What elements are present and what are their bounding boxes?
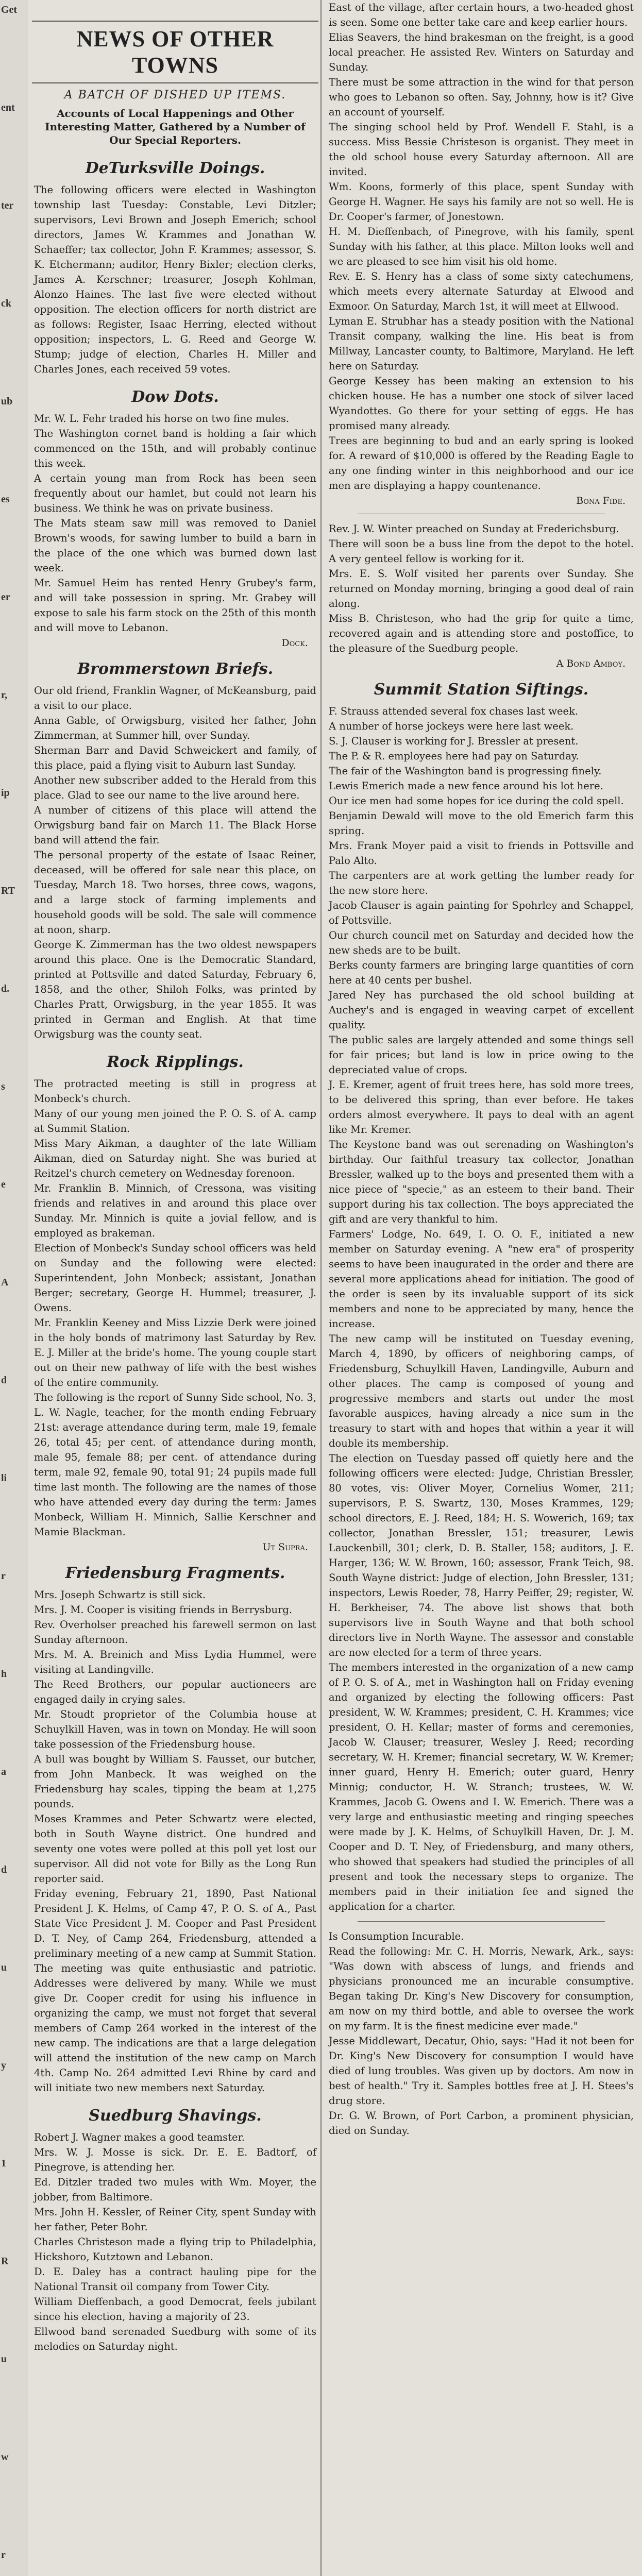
strip-fragment: u xyxy=(1,2353,7,2365)
strip-fragment: d xyxy=(1,1375,7,1386)
strip-fragment: Get xyxy=(1,4,18,15)
section-title: Friedensburg Fragments. xyxy=(65,1564,285,1582)
strip-fragment: ip xyxy=(1,787,10,799)
strip-fragment: d xyxy=(1,1864,7,1875)
section-body: Mr. W. L. Fehr traded his horse on two fine mules. The Washington cornet band is holding a fair which commenced on the 15th, and will probably continue this week. A certain young man from Rock has been seen frequently about our hamlet, but could not learn his business. We think he was on private business. The Mats steam saw mill was removed to Daniel Brown's woods, for sawing lumber to build a barn in the place of the one which was burned down last week. Mr. Samuel Heim has rented Henry Grubey's farm, and will take possession in spring. Mr. Grabey will expose to sale his farm stock on the 25th of this month and will move to Lebanon. xyxy=(34,413,316,634)
section-body: Rev. J. W. Winter preached on Sunday at Frederichsburg. There will soon be a buss line from the depot to the hotel. A very genteel fellow is working for it. Mrs. E. S. Wolf visited her parents over Sunday. She returned on Monday morning, bringing a good deal of rain along. Miss B. Christeson, who had the grip for quite a time, recovered again and is attending store and postoffice, to the pleasure of the Suedburg people. xyxy=(329,523,634,654)
section-title: Suedburg Shavings. xyxy=(89,2107,262,2125)
section-body: Is Consumption Incurable. Read the following: Mr. C. H. Morris, Newark, Ark., says: "Was down with abscess of lungs, and friends and physicians pronounced me an incurable consumptive. Began taking Dr. King's New Discovery for consumption, am now on my third bottle, and able to oversee the work on my farm. It is the finest medicine ever made." Jesse Middlewart, Decatur, Ohio, says: "Had it not been for Dr. King's New Discovery for consumption I would have died of lung troubles. Was given up by doctors. Am now in best of health." Try it. Samples bottles free at J. H. Stees's drug store. Dr. G. W. Brown, of Port Carbon, a prominent physician, died on Sunday. xyxy=(329,1930,634,2137)
section-body: The protracted meeting is still in progress at Monbeck's church. Many of our young men joined the P. O. S. of A. camp at Summit Station. Miss Mary Aikman, a daughter of the late William Aikman, died on Saturday night. She was buried at Reitzel's church cemetery on Wednesday forenoon. Mr. Franklin B. Minnich, of Cressona, was visiting friends and relatives in and around this place over Sunday. Mr. Minnich is quite a jovial fellow, and is employed as brakeman. Election of Monbeck's Sunday school officers was held on Sunday and the following were elected: Superintendent, John Monbeck; assistant, Jonathan Berger; secretary, George H. Hummel; treasurer, J. Owens. Mr. Franklin Keeney and Miss Lizzie Derk were joined in the holy bonds of matrimony last Saturday by Rev. E. J. Miller at the bride's home. The young couple start out on their new pathway of life with the best wishes of the entire community. The following is the report of Sunny Side school, No. 3, L. W. Nagle, teacher, for the month ending February 21st: average attendance during term, male 19, female 26, total 45; per cent. of attendance during month, male 95, female 88; per cent. of attendance during term, male 92, female 90, total 91; 24 pupils made full time last month. The following are the names of those who have attended every day during the term: James Monbeck, William H. Minnich, Sallie Kerschner and Mamie Blackman. xyxy=(34,1078,316,1538)
news-section xyxy=(32,660,318,1042)
strip-fragment: e xyxy=(1,1179,6,1190)
news-section xyxy=(32,388,318,649)
section-title: DeTurksville Doings. xyxy=(85,159,265,177)
correspondent-signature: Bona Fide. xyxy=(576,495,626,506)
strip-fragment: r xyxy=(1,2549,6,2561)
strip-fragment: ub xyxy=(1,396,13,407)
section-body: East of the village, after certain hours, a two-headed ghost is seen. Some one better take care and keep earlier hours. Elias Seavers, the hind brakesman on the freight, is a good local preacher. He assisted Rev. Winters on Saturday and Sunday. There must be some attraction in the wind for that person who goes to Lebanon so often. Say, Johnny, how is it? Give an account of yourself. The singing school held by Prof. Wendell F. Stahl, is a success. Miss Bessie Christeson is organist. They meet in the old school house every Saturday afternoon. All are invited. Wm. Koons, formerly of this place, spent Sunday with George H. Wagner. He says his family are not so well. He is Dr. Cooper's farmer, of Jonestown. H. M. Dieffenbach, of Pinegrove, with his family, spent Sunday with his father, at this place. Milton looks well and we are pleased to see him visit his old home. Rev. E. S. Henry has a class of some sixty catechumens, which meets every alternate Saturday at Elwood and Exmoor. On Saturday, March 1st, it will meet at Ellwood. Lyman E. Strubhar has a steady position with the National Transit company, walking the line. His beat is from Millway, Lancaster county, to Baltimore, Maryland. He left here on Saturday. George Kessey has been making an extension to his chicken house. He has a number one stock of silver laced Wyandottes. Go there for your setting of eggs. He has promised many already. Trees are beginning to bud and an early spring is looked for. A reward of $10,000 is offered by the Reading Eagle to any one finding winter in this neighborhood and our ice men are displaying a happy countenance. xyxy=(329,2,634,492)
strip-fragment: li xyxy=(1,1472,7,1484)
section-title: Dow Dots. xyxy=(131,388,219,406)
news-section xyxy=(32,1053,318,1553)
subheadline: A BATCH OF DISHED UP ITEMS. xyxy=(64,89,286,101)
correspondent-signature: A Bond Amboy. xyxy=(556,658,626,669)
strip-fragment: RT xyxy=(1,885,15,896)
strip-fragment: er xyxy=(1,591,10,603)
left-column xyxy=(32,0,318,2576)
strip-fragment: w xyxy=(1,2451,9,2463)
right-column xyxy=(327,0,636,2576)
strip-fragment: es xyxy=(1,494,10,505)
news-section xyxy=(327,0,636,506)
intro-deck: Accounts of Local Happenings and Other Interesting Matter, Gathered by a Number of Our Special Reporters. xyxy=(45,107,306,146)
left-column-fragment xyxy=(0,0,27,2576)
strip-fragment: A xyxy=(1,1277,9,1288)
section-title: Brommerstown Briefs. xyxy=(77,660,274,678)
section-body: Our old friend, Franklin Wagner, of McKeansburg, paid a visit to our place. Anna Gable, of Orwigsburg, visited her father, John Zimmerman, at Summer hill, over Sunday. Sherman Barr and David Schweickert and family, of this place, paid a flying visit to Auburn last Sunday. Another new subscriber added to the Herald from this place. Glad to see our name to the live around here. A number of citizens of this place will attend the Orwigsburg band fair on March 11. The Black Horse band will attend the fair. The personal property of the estate of Isaac Reiner, deceased, will be offered for sale near this place, on Tuesday, March 18. Two horses, three cows, wagons, and a large stock of farming implements and household goods will be sold. The sale will commence at noon, sharp. George K. Zimmerman has the two oldest newspapers around this place. One is the Democratic Standard, printed at Pottsville and dated Saturday, February 6, 1858, and the other, Shiloh Folks, was printed by Charles Pratt, Orwigsburg, in the year 1855. It was printed in German and English. At that time Orwigsburg was the county seat. xyxy=(34,685,316,1040)
strip-fragment: y xyxy=(1,2060,6,2071)
section-body: The following officers were elected in Washington township last Tuesday: Constable, Levi Ditzler; supervisors, Levi Brown and Joseph Emerich; school directors, James W. Krammes and Jonathan W. Schaeffer; tax collector, John F. Krammes; assessor, S. K. Etchermann; auditor, Henry Bixler; election clerks, James A. Kerschner; treasurer, Joseph Kohlman, Alonzo Haines. The last five were elected without opposition. The election officers for north district are as follows: Register, Isaac Herring, elected without opposition; inspectors, L. G. Reed and George W. Stump; judge of election, Charles H. Miller and Charles Jones, each received 59 votes. xyxy=(34,184,316,375)
section-body: Mrs. Joseph Schwartz is still sick. Mrs. J. M. Cooper is visiting friends in Berrysburg. Rev. Overholser preached his farewell sermon on last Sunday afternoon. Mrs. M. A. Breinich and Miss Lydia Hummel, were visiting at Landingville. The Reed Brothers, our popular auctioneers are engaged daily in crying sales. Mr. Stoudt proprietor of the Columbia house at Schuylkill Haven, was in town on Monday. He will soon take possession of the Friedensburg house. A bull was bought by William S. Fausset, our butcher, from John Manbeck. It was weighed on the Friedensburg hay scales, tipping the beam at 1,275 pounds. Moses Krammes and Peter Schwartz were elected, both in South Wayne district. One hundred and seventy one votes were polled at this poll yet lost our supervisor. All did not vote for Billy as the Long Run reporter said. Friday evening, February 21, 1890, Past National President J. K. Helms, of Camp 47, P. O. S. of A., Past State Vice President J. M. Cooper and Past President D. T. Ney, of Camp 264, Friedensburg, attended a preliminary meeting of a new camp at Summit Station. The meeting was quite enthusiastic and patriotic. Addresses were delivered by many. While we must give Dr. Cooper credit for using his influence in organizing the camp, we must not forget that several members of Camp 264 worked in the interest of the new camp. The indications are that a large delegation will attend the institution of the new camp on March 4th. Camp No. 264 admitted Levi Rhine by card and will initiate two new members next Saturday. xyxy=(34,1589,316,2094)
section-body: F. Strauss attended several fox chases last week. A number of horse jockeys were here last week. S. J. Clauser is working for J. Bressler at present. The P. & R. employees here had pay on Saturday. The fair of the Washington band is progressing finely. Lewis Emerich made a new fence around his lot here. Our ice men had some hopes for ice during the cold spell. Benjamin Dewald will move to the old Emerich farm this spring. Mrs. Frank Moyer paid a visit to friends in Pottsville and Palo Alto. The carpenters are at work getting the lumber ready for the new store here. Jacob Clauser is again painting for Spohrley and Schappel, of Pottsville. Our church council met on Saturday and decided how the new sheds are to be built. Berks county farmers are bringing large quantities of corn here at 40 cents per bushel. Jared Ney has purchased the old school building at Auchey's and is engaged in weaving carpet of excellent quality. The public sales are largely attended and some things sell for fair prices; but land is low in price owing to the depreciated value of crops. J. E. Kremer, agent of fruit trees here, has sold more trees, to be delivered this spring, than ever before. He takes orders almost everywhere. It pays to deal with an agent like Mr. Kremer. The Keystone band was out serenading on Washington's birthday. Our faithful treasury tax collector, Jonathan Bressler, walked up to the boys and presented them with a nice piece of "specie," as an esteem to their band. Their support during his tax collection. The boys appreciated the gift and are very thankful to him. Farmers' Lodge, No. 649, I. O. O. F., initiated a new member on Saturday evening. A "new era" of prosperity seems to have been inaugurated in the order and there are several more applications ahead for initiation. The good of the order is seen by its invaluable support of its sick members and none to be appreciated by many, hence the increase. The new camp will be instituted on Tuesday evening, March 4, 1890, by officers of neighboring camps, of Friedensburg, Schuylkill Haven, Landingville, Auburn and other places. The camp is composed of young and progressive members and starts out under the most favorable auspices, having already a nice sum in the treasury to start with and hopes that within a year it will double its membership. The election on Tuesday passed off quietly here and the following officers were elected: Judge, Christian Bressler, 80 votes, vis: Oliver Moyer, Cornelius Womer, 211; supervisors, P. S. Swartz, 130, Moses Krammes, 129; school directors, E. J. Reed, 184; H. S. Wowerich, 169; tax collector, Jonathan Bressler, 151; treasurer, Lewis Lauckenbill, 301; clerk, D. B. Staller, 158; auditors, J. E. Harger, 136; W. W. Brown, 160; assessor, Frank Teich, 98. South Wayne district: Judge of election, John Bressler, 131; inspectors, Lewis Roeder, 78, Harry Peiffer, 29; register, W. H. Berkheiser, 74. The above list shows that both supervisors live in South Wayne and that both school directors live in North Wayne. The assessor and constable are now elected for a term of three years. The members interested in the organization of a new camp of P. O. S. of A., met in Washington hall on Friday evening and organized by electing the following officers: Past president, W. W. Krammes; president, C. H. Krammes; vice president, O. H. Kellar; master of forms and ceremonies, Jacob W. Clauser; treasurer, Wesley J. Reed; recording secretary, W. H. Kremer; financial secretary, W. W. Kremer; inner guard, Henry H. Emerich; outer guard, Henry Minnig; conductor, H. W. Stranch; trustees, W. W. Krammes, Jacob G. Owens and I. W. Emerich. There was a very large and enthusiastic meeting and ringing speeches were made by J. K. Helms, of Schuylkill Haven, Dr. J. M. Cooper and D. T. Ney, of Friedensburg, and many others, who showed that speakers had studied the principles of all present and took the necessary steps to organize. The members paid in their initiation fee and signed the application for a charter. xyxy=(329,705,634,1912)
strip-fragment: r xyxy=(1,1570,6,1582)
section-body: Robert J. Wagner makes a good teamster. Mrs. W. J. Mosse is sick. Dr. E. E. Badtorf, of Pinegrove, is attending her. Ed. Ditzler traded two mules with Wm. Moyer, the jobber, from Baltimore. Mrs. John H. Kessler, of Reiner City, spent Sunday with her father, Peter Bohr. Charles Christeson made a flying trip to Philadelphia, Hickshoro, Kutztown and Lebanon. D. E. Daley has a contract hauling pipe for the National Transit oil company from Tower City. William Dieffenbach, a good Democrat, feels jubilant since his election, having a majority of 23. Ellwood band serenaded Suedburg with some of its melodies on Saturday night. xyxy=(34,2131,316,2352)
strip-fragment: d. xyxy=(1,983,10,994)
news-section xyxy=(327,514,636,669)
strip-fragment: h xyxy=(1,1668,7,1680)
headline: NEWS OF OTHER TOWNS xyxy=(32,21,318,83)
strip-fragment: R xyxy=(1,2256,9,2267)
news-section xyxy=(327,1921,636,2138)
strip-fragment: ter xyxy=(1,200,14,211)
correspondent-signature: Ut Supra. xyxy=(262,1541,308,1553)
strip-fragment: ent xyxy=(1,102,15,113)
column-rule xyxy=(320,0,322,2576)
section-title: Rock Ripplings. xyxy=(107,1053,244,1071)
news-section xyxy=(32,2107,318,2354)
strip-fragment: u xyxy=(1,1962,7,1973)
strip-fragment: s xyxy=(1,1081,5,1092)
strip-fragment: a xyxy=(1,1766,6,1777)
news-section xyxy=(32,159,318,377)
strip-fragment: r, xyxy=(1,689,8,701)
strip-fragment: 1 xyxy=(1,2158,6,2169)
news-section xyxy=(32,1564,318,2095)
correspondent-signature: Dock. xyxy=(281,637,308,649)
strip-fragment: ck xyxy=(1,298,11,309)
section-divider xyxy=(358,1921,605,1922)
news-section xyxy=(327,681,636,1914)
section-title: Summit Station Siftings. xyxy=(374,681,589,699)
